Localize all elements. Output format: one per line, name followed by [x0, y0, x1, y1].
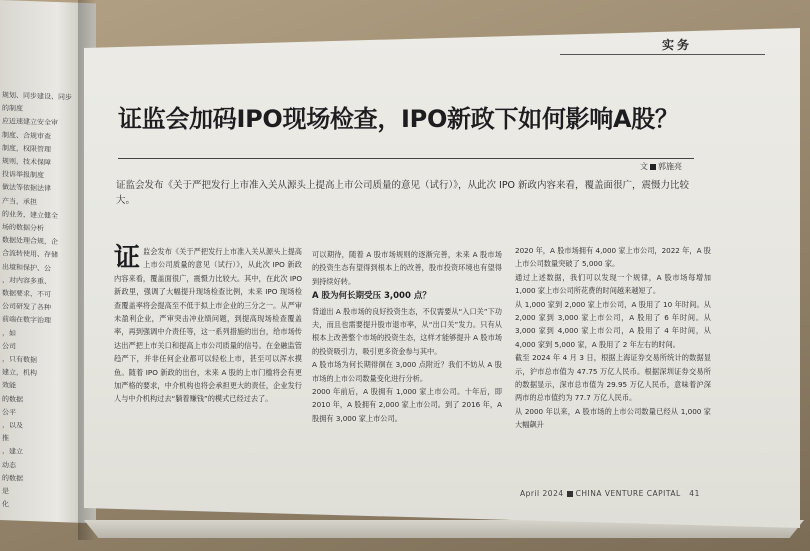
column-1: [114, 245, 302, 406]
column-3-para-3: 从 1,000 家到 2,000 家上市公司，A 股用了 10 年时间。从 2,000 家到 3,000 家上市公司，A 股用了 6 年时间。从 3,000 家到 4,000 家上市公司，A 股用了 4 年时间，从 4,000 家到 5,000 家，A 股用了 2 年左右的时间。: [515, 299, 711, 349]
column-2-para-1: 可以期待，随着 A 股市场规则的逐渐完善，未来 A 股市场的投资生态有望得到根本上的改善，股市投资环境也有望得到持续好转。: [312, 250, 502, 286]
left-page-text-line: 投诉举报制度: [2, 170, 44, 180]
left-page-text-line: 的数据: [2, 394, 23, 404]
left-page-text-line: 数据要求、不可: [2, 289, 51, 299]
byline: [640, 161, 682, 172]
left-page-text-line: 动态: [2, 460, 16, 470]
left-page-text-line: 场的数据分析: [2, 223, 44, 233]
byline-author: 郭施亮: [658, 162, 682, 171]
column-2-para-3: A 股市场为何长期徘徊在 3,000 点附近？我们不妨从 A 股市场的上市公司数量变化进行分析。: [312, 360, 502, 383]
column-3-para-4: 截至 2024 年 4 月 3 日，根据上海证券交易所统计的数据显示，沪市总市值为 47.75 万亿人民币。根据深圳证券交易所的数据显示，深市总市值为 29.95 万亿人民币，意味着沪深两市的总市值约为 77.7 万亿人民币。: [515, 353, 711, 403]
column-3: [515, 244, 711, 432]
column-3-para-1: 2020 年，A 股市场拥有 4,000 家上市公司，2022 年，A 股上市公司数量突破了 5,000 家。: [515, 246, 711, 269]
left-page-text-line: 规则，技术保障: [2, 157, 51, 167]
left-page-text-line: 是: [2, 487, 9, 496]
left-page-text-line: ，只有数据: [2, 355, 37, 365]
byline-prefix: 文: [640, 162, 648, 171]
left-page-text-line: ，对内容多重、: [2, 275, 51, 286]
footer-date: April 2024: [520, 489, 564, 498]
left-page-text-line: 的制度: [2, 104, 23, 113]
left-page-text-line: 化: [2, 500, 9, 509]
left-page-text-line: 出境和保护、公: [2, 262, 51, 273]
column-2-subhead: A 股为何长期受压 3,000 点？: [312, 291, 431, 302]
column-2-para-2: 背道出 A 股市场的良好投资生态，不仅需要从“入口关”下功夫，而且也需要提升股市退市率，从“出口关”发力。只有从根本上改善整个市场的投资生态，这样才能够提升 A 股市场的投资吸引力，吸引更多资金参与其中。: [312, 306, 502, 356]
left-page-text-line: 合流转使用、存储: [2, 249, 58, 260]
left-page-text-line: 的数据: [2, 473, 23, 483]
left-page-text-line: 数据处理合规，企: [2, 236, 58, 247]
left-page-text-line: ，如: [2, 328, 16, 338]
left-page-text-line: 规划、同步建设、同步: [2, 91, 72, 102]
left-page-text-line: 应近速建立安全审: [2, 117, 58, 128]
column-1-text: 监会发布《关于严把发行上市准入关从源头上提高上市公司质量的意见（试行）》，从此次 IPO 新政内容来看，覆盖面很广，震慑力比较大。其中，在此次 IPO 新政里，强调了大幅提升现场检查比例，未来 IPO 现场检查覆盖率将会提高至不低于拟上市企业的三分之一。从严审未盈利企业，严审突击冲业绩问题，到提高现场检查覆盖率，再到强调中介责任等，这一系列措施的出台，给市场传达出严把上市关口和提高上市公司质量的信号。在金融监管趋严下，并非任何企业都可以轻松上市，甚至可以浑水摸鱼。随着 IPO 新政的出台，未来 A 股的上市门槛将会有更加严格的要求，中介机构也将会承担更大的责任，企业发行人与中介机构过去“躺着赚钱”的模式已经过去了。: [114, 247, 302, 404]
left-page-text-line: 的业务，建立健全: [2, 209, 58, 220]
column-2-para-4: 2000 年前后，A 股拥有 1,000 家上市公司。十年后，即 2010 年，A 股拥有 2,000 家上市公司。到了 2016 年，A 股拥有 3,000 家上市公司。: [312, 387, 502, 423]
dropcap: 证: [114, 243, 141, 273]
byline-square-icon: [650, 164, 656, 170]
column-3-para-5: 从 2000 年以来，A 股市场的上市公司数量已经从 1,000 家大幅飙升: [515, 406, 711, 430]
left-page-text-line: 制度、合规审查: [2, 130, 51, 141]
left-page-text-line: 公司: [2, 341, 16, 351]
footer-magazine: CHINA VENTURE CAPITAL: [575, 489, 681, 498]
footer-square-icon: [567, 491, 573, 497]
byline-rule: [118, 158, 694, 159]
left-page-text-line: 制度，权限管理: [2, 143, 51, 154]
left-page-text-line: 产当，承担: [2, 196, 37, 206]
section-label: 实务: [662, 38, 693, 52]
left-page-text-line: 公平: [2, 407, 16, 417]
column-2: [312, 248, 502, 425]
left-page-text-line: 前端在数字治理: [2, 315, 51, 326]
left-page-text-line: 推: [2, 434, 9, 443]
article-lede: 证监会发布《关于严把发行上市准入关从源头上提高上市公司质量的意见（试行）》，从此次 IPO 新政内容来看，覆盖面很广，震慑力比较大。: [116, 180, 690, 206]
left-page-text-line: ，建立: [2, 447, 23, 457]
left-page-text-line: 建立，机构: [2, 368, 37, 378]
column-3-para-2: 通过上述数据，我们可以发现一个规律，A 股市场每增加 1,000 家上市公司所花费的时间越来越短了。: [515, 272, 711, 296]
left-page-text-line: 做法等依据法律: [2, 183, 51, 194]
left-page-text-line: 公司研发了各种: [2, 302, 51, 312]
page-footer: [520, 489, 700, 498]
left-page-text-line: 效能: [2, 381, 16, 390]
article-headline: 证监会加码IPO现场检查，IPO新政下如何影响A股？: [118, 105, 679, 133]
left-page-text-line: ，以及: [2, 421, 23, 430]
footer-page-number: 41: [689, 489, 700, 498]
